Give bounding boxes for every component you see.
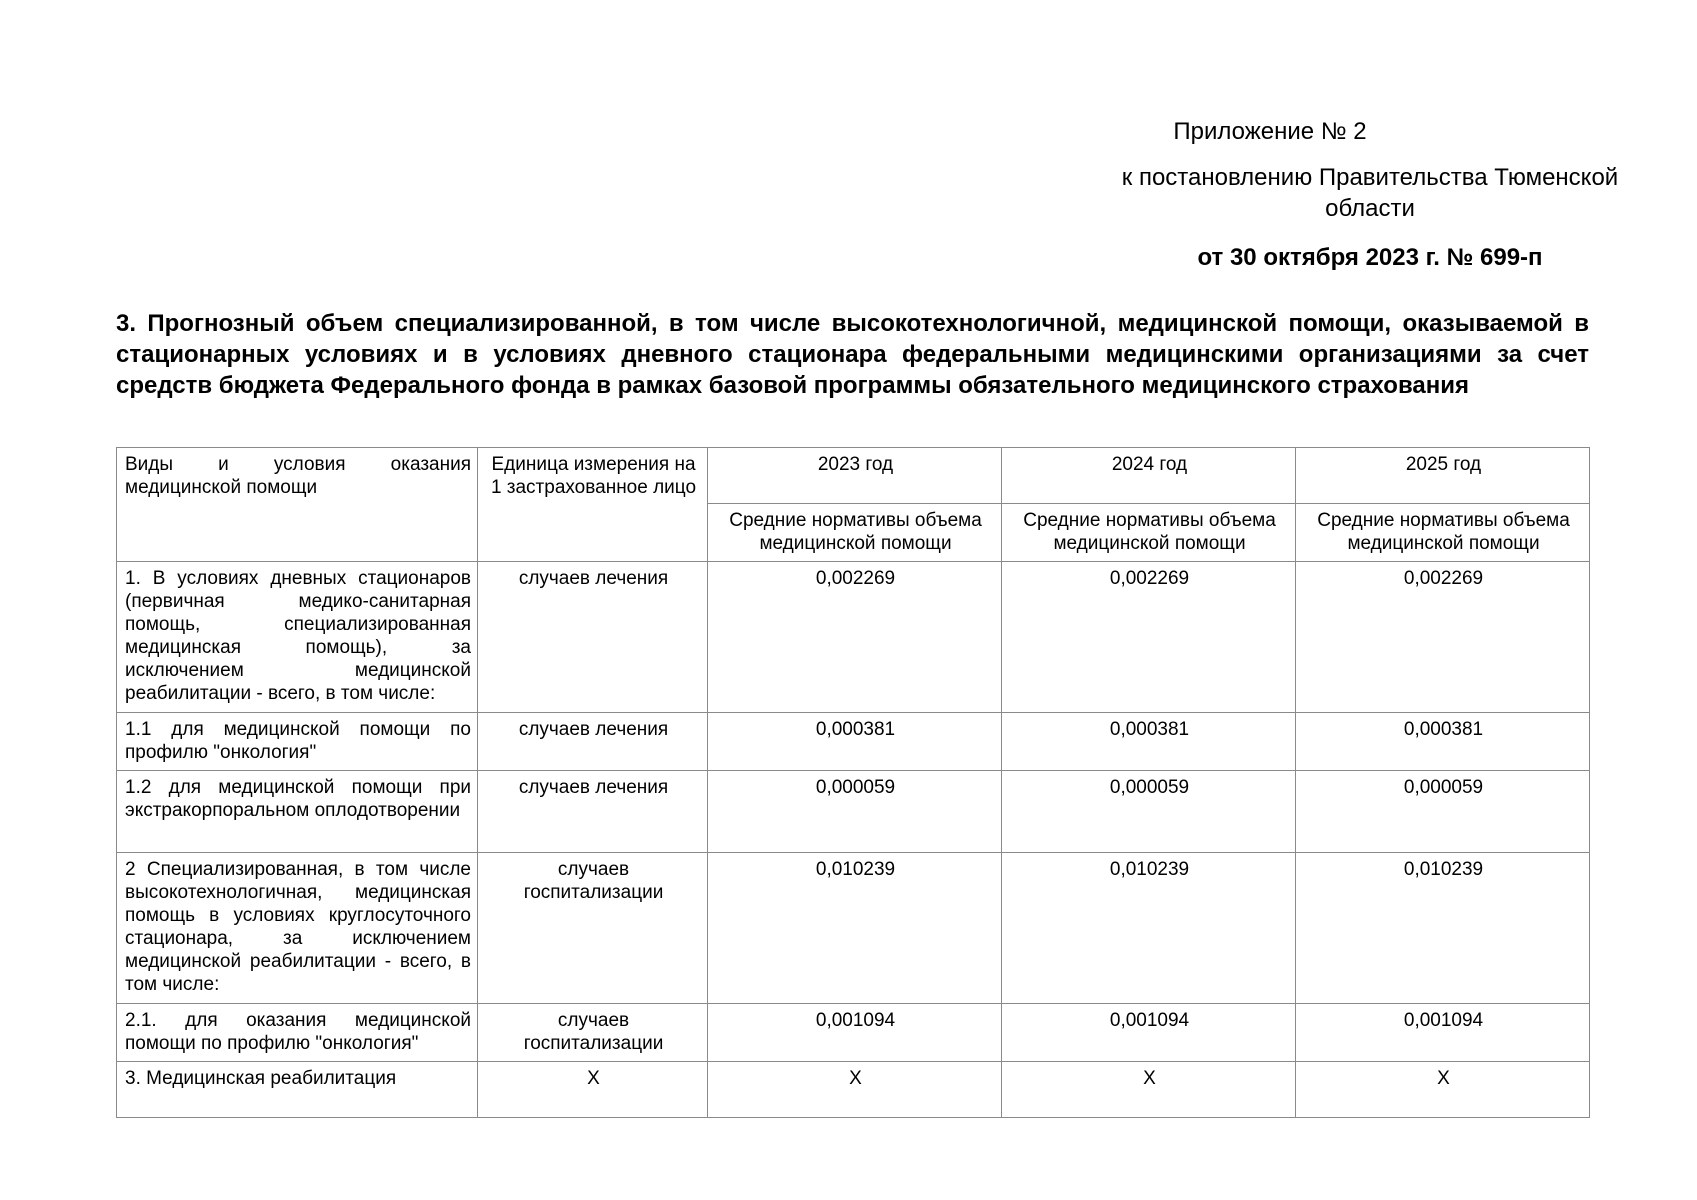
row-unit-cell: случаев госпитализации (478, 853, 708, 1004)
header-year-2023: 2023 год (708, 448, 1002, 504)
row-type-cell: 2 Специализированная, в том числе высокотехнологичная, медицинская помощь в условиях круглосуточного стационара, за исключением медицинской реабилитации - всего, в том числе: (117, 853, 478, 1004)
row-unit-cell: случаев лечения (478, 562, 708, 713)
row-value-2025: 0,002269 (1296, 562, 1590, 713)
appendix-date-number: от 30 октября 2023 г. № 699-п (1197, 244, 1543, 271)
row-value-2025: 0,000381 (1296, 713, 1590, 771)
row-unit-cell: случаев лечения (478, 771, 708, 853)
row-value-2023: 0,000059 (708, 771, 1002, 853)
table-row (117, 713, 1590, 771)
volume-table (116, 447, 1590, 1118)
header-year-2025: 2025 год (1296, 448, 1590, 504)
row-unit-cell: случаев лечения (478, 713, 708, 771)
table-row (117, 1004, 1590, 1062)
row-value-2024: Х (1002, 1062, 1296, 1118)
header-type-cell: Виды и условия оказания медицинской помощи (117, 448, 478, 562)
row-value-2024: 0,000381 (1002, 713, 1296, 771)
subheader-2024: Средние нормативы объема медицинской помощи (1002, 504, 1296, 562)
row-value-2023: 0,002269 (708, 562, 1002, 713)
table-row (117, 1062, 1590, 1118)
row-unit-cell: Х (478, 1062, 708, 1118)
row-type-cell: 1.2 для медицинской помощи при экстракорпоральном оплодотворении (117, 771, 478, 853)
row-value-2023: 0,010239 (708, 853, 1002, 1004)
header-unit-cell: Единица измерения на 1 застрахованное лицо (478, 448, 708, 562)
row-value-2023: Х (708, 1062, 1002, 1118)
table-row (117, 562, 1590, 713)
row-value-2024: 0,002269 (1002, 562, 1296, 713)
row-unit-cell: случаев госпитализации (478, 1004, 708, 1062)
row-value-2024: 0,000059 (1002, 771, 1296, 853)
appendix-title: Приложение № 2 (1173, 118, 1367, 145)
appendix-reference: к постановлению Правительства Тюменской области (1121, 164, 1619, 222)
row-value-2023: 0,001094 (708, 1004, 1002, 1062)
row-type-cell: 1.1 для медицинской помощи по профилю "онкология" (117, 713, 478, 771)
row-type-cell: 1. В условиях дневных стационаров (первичная медико-санитарная помощь, специализированная медицинская помощь), за исключением медицинской реабилитации - всего, в том числе: (117, 562, 478, 713)
row-value-2025: 0,010239 (1296, 853, 1590, 1004)
row-value-2024: 0,010239 (1002, 853, 1296, 1004)
table-header-row (117, 448, 1590, 504)
header-year-2024: 2024 год (1002, 448, 1296, 504)
subheader-2025: Средние нормативы объема медицинской помощи (1296, 504, 1590, 562)
row-type-cell: 2.1. для оказания медицинской помощи по профилю "онкология" (117, 1004, 478, 1062)
row-type-cell: 3. Медицинская реабилитация (117, 1062, 478, 1118)
table-row (117, 771, 1590, 853)
row-value-2025: 0,000059 (1296, 771, 1590, 853)
section-heading: 3. Прогнозный объем специализированной, в том числе высокотехнологичной, медицинской помощи, оказываемой в стационарных условиях и в условиях дневного стационара федеральными медицинскими организациями за счет средств бюджета Федерального фонда в рамках базовой программы обязательного медицинского страхования (116, 310, 1589, 399)
subheader-2023: Средние нормативы объема медицинской помощи (708, 504, 1002, 562)
table-row (117, 853, 1590, 1004)
row-value-2024: 0,001094 (1002, 1004, 1296, 1062)
row-value-2025: 0,001094 (1296, 1004, 1590, 1062)
row-value-2025: Х (1296, 1062, 1590, 1118)
row-value-2023: 0,000381 (708, 713, 1002, 771)
